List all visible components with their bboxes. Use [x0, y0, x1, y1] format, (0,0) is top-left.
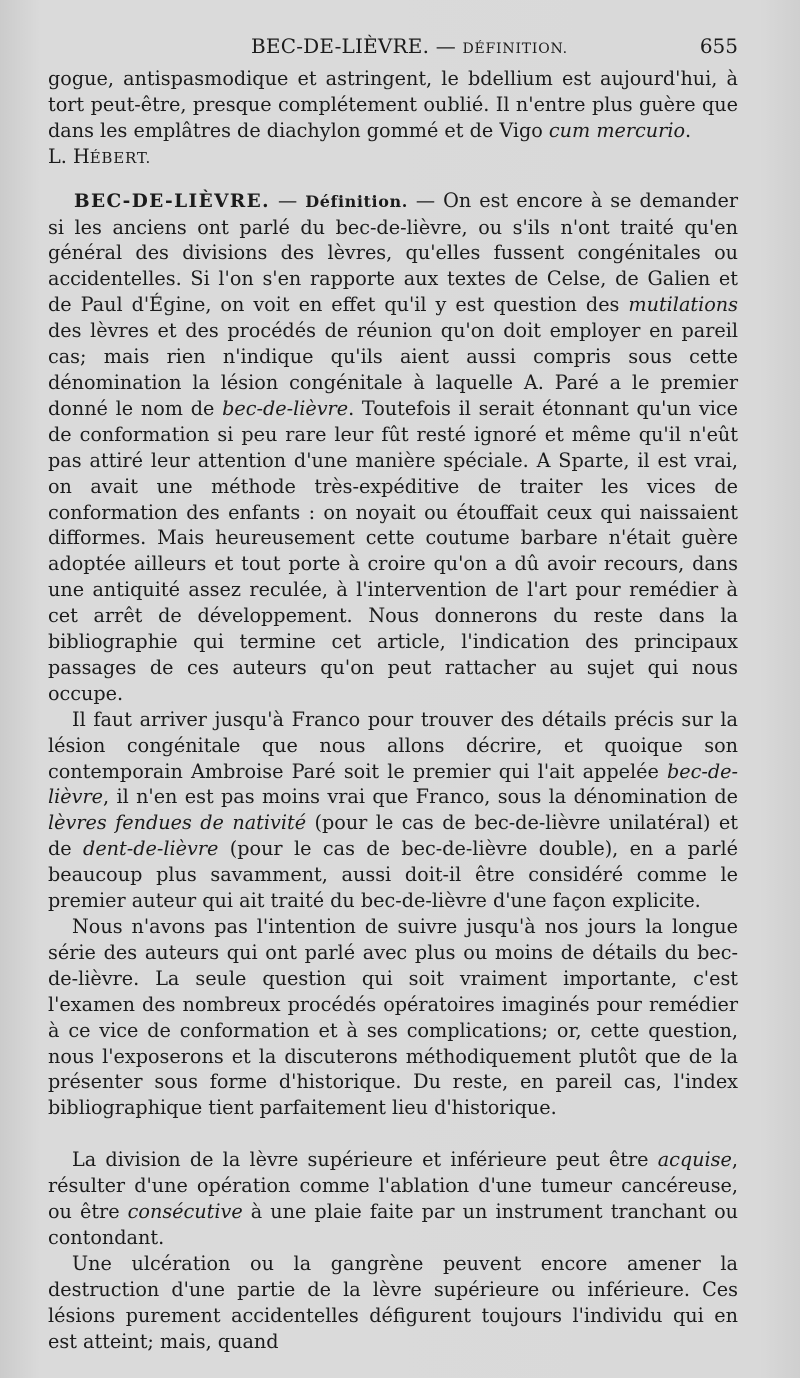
text-run: , résulter d'une opération comme l'ablation d'une tumeur cancéreuse, ou être [48, 1148, 738, 1224]
text-run: (pour le cas de bec-de-lièvre double), en a parlé beaucoup plus savamment, aussi doit-il être considéré comme le premier auteur qui ait traité du bec-de-lièvre d'une façon explicite. [48, 837, 738, 913]
author-signature [48, 144, 738, 172]
article-headword: BEC-DE-LIÈVRE. [74, 190, 270, 212]
italic-run: acquise [657, 1148, 732, 1172]
signature-initial: L. H [48, 144, 90, 168]
text-run: à une plaie faite par un instrument tranchant ou contondant. [48, 1200, 739, 1249]
running-header [48, 34, 738, 62]
italic-run: bec-de-lièvre [222, 396, 349, 420]
text-run: des lèvres et des procédés de réunion qu'on doit employer en pareil cas; mais rien n'indique qu'ils aient aussi compris sous cette dénomination la lésion congénitale à laquelle A. Paré a le premier donné le nom de [48, 319, 738, 420]
article-paragraph-1 [48, 188, 738, 707]
article-subheading: Définition. [305, 191, 408, 211]
italic-run: consécutive [127, 1200, 243, 1224]
text-run: La division de la lèvre supérieure et inférieure peut être [72, 1148, 658, 1172]
text-run: Il faut arriver jusqu'à Franco pour trouver des détails précis sur la lésion congénitale que nous allons décrire, et quoique son contemporain Ambroise Paré soit le premier qui l'ait appelée [48, 707, 738, 783]
article-paragraph-5: Une ulcération ou la gangrène peuvent encore amener la destruction d'une partie de la lèvre supérieure ou inférieure. Ces lésions purement accidentelles défigurent toujours l'individu qui en est atteint; mais, quand [48, 1251, 738, 1353]
running-title-text: BEC-DE-LIÈVRE. [251, 34, 430, 58]
text-run: . Toutefois il serait étonnant qu'un vice de conformation si peu rare leur fût resté ignoré et même qu'il n'eût pas attiré leur attention d'une manière spéciale. A Sparte, il est vrai, on avait une méthode très-expéditive de traiter les vices de conformation des enfants : on noyait ou étouffait ceux qui naissaient difformes. Mais heureusement cette coutume barbare n'était guère adoptée ailleurs et tout porte à croire qu'on a dû avoir recours, dans une antiquité assez reculée, à l'intervention de l'art pour remédier à cet arrêt de développement. Nous donnerons du reste dans la bibliographie qui termine cet article, l'indication des principaux passages de ces auteurs qu'on peut rattacher au sujet qui nous occupe. [48, 396, 738, 705]
article-paragraph-4 [48, 1147, 738, 1251]
italic-run: cum mercurio [548, 118, 686, 142]
prev-article-paragraph [48, 66, 738, 144]
italic-run: mutilations [628, 293, 738, 317]
text-run: . [685, 118, 692, 142]
text-run: , il n'en est pas moins vrai que Franco, sous la dénomination de [103, 785, 738, 809]
text-run: gogue, antispasmodique et astringent, le bdellium est aujourd'hui, à tort peut-être, presque complétement oublié. Il n'entre plus guère que dans les emplâtres de diachylon gommé et de Vigo [48, 67, 738, 142]
running-title-dash: — [435, 34, 456, 58]
running-section: DÉFINITION. [462, 41, 568, 57]
text-run: — On est encore à se demander si les anciens ont parlé du bec-de-lièvre, ou s'ils n'ont traité qu'en général des divisions des lèvres, qu'elles fussent congénitales ou accidentelles. Si l'on s'en rapporte aux textes de Celse, de Galien et de Paul d'Égine, on voit en effet qu'il y est question des [48, 188, 738, 317]
headword-dash: — [269, 188, 306, 212]
article-paragraph-3: Nous n'avons pas l'intention de suivre jusqu'à nos jours la longue série des auteurs qui ont parlé avec plus ou moins de détails du bec-de-lièvre. La seule question qui soit vraiment importante, c'est l'examen des nombreux procédés opératoires imaginés pour remédier à ce vice de conformation et à ses complications; or, cette question, nous l'exposerons et la discuterons méthodiquement plutôt que de la présenter sous forme d'historique. Du reste, en pareil cas, l'index bibliographique tient parfaitement lieu d'historique. [48, 915, 738, 1120]
page-number: 655 [699, 34, 738, 58]
article-paragraph-2 [48, 707, 738, 914]
running-title [251, 34, 568, 58]
italic-run: dent-de-lièvre [83, 837, 219, 861]
italic-run: bec-de-lièvre [48, 759, 738, 809]
body-text [48, 66, 738, 1355]
text-run: (pour le cas de bec-de-lièvre unilatéral) et de [48, 811, 739, 861]
italic-run: lèvres fendues de nativité [48, 811, 307, 835]
signature-rest: ÉBERT. [89, 148, 152, 167]
